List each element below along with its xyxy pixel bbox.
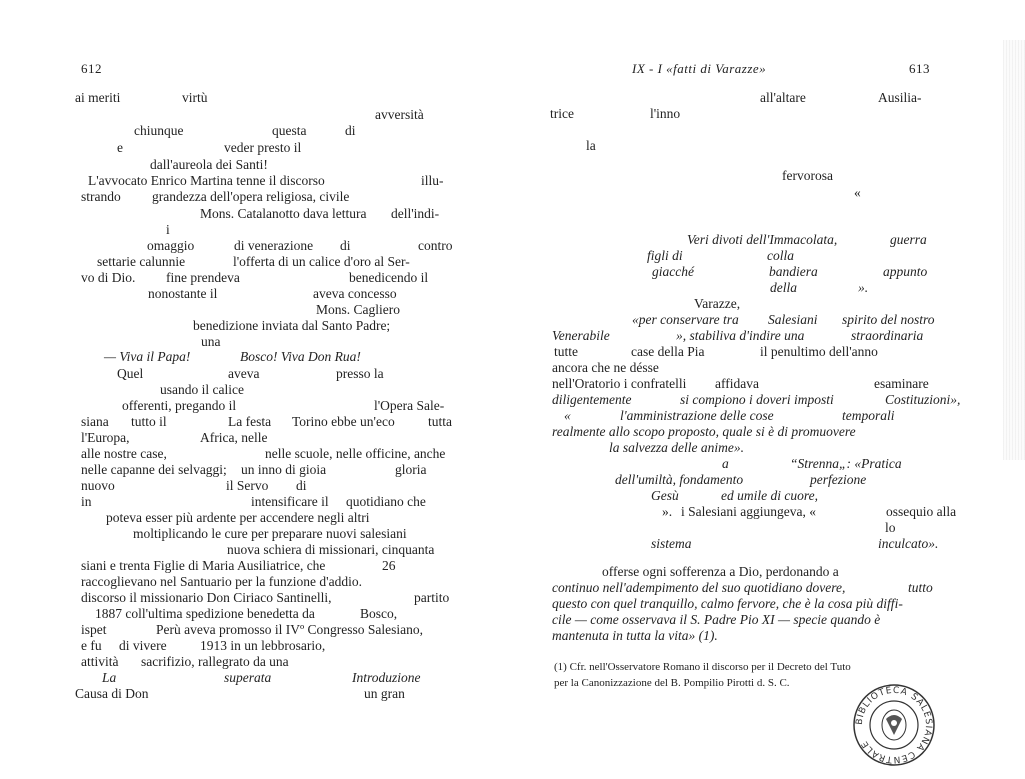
library-stamp [846, 683, 942, 767]
right-text-fragment: continuo nell'adempimento del suo quotidiano dovere, [552, 580, 846, 595]
left-text-fragment: 1887 coll'ultima spedizione benedetta da [95, 606, 315, 621]
right-text-fragment: sistema [651, 536, 692, 551]
left-text-fragment: nuova schiera di missionari, cinquanta [227, 542, 435, 557]
right-text-fragment: realmente allo scopo proposto, quale si è di promuovere [552, 424, 856, 439]
left-text-fragment: Quel [117, 366, 144, 381]
right-text-fragment: nell'Oratorio i confratelli [552, 376, 687, 391]
page-edge-shadow [1003, 40, 1025, 460]
left-text-fragment: di venerazione [234, 238, 314, 253]
left-text-fragment: siani e trenta Figlie di Maria Ausiliatrice, che [81, 558, 326, 573]
left-text-fragment: nuovo [81, 478, 115, 493]
left-text-fragment: e [117, 140, 123, 155]
right-text-fragment: mantenuta in tutta la vita» (1). [552, 628, 718, 643]
left-text-fragment: Africa, nelle [200, 430, 268, 445]
right-text-fragment: affidava [715, 376, 759, 391]
right-text-fragment: Venerabile [552, 328, 610, 343]
left-text-fragment: un gran [364, 686, 405, 701]
right-page [512, 0, 1025, 779]
left-text-fragment: alle nostre case, [81, 446, 167, 461]
left-text-fragment: virtù [182, 90, 208, 105]
left-text-fragment: benedizione inviata dal Santo Padre; [193, 318, 391, 333]
right-text-fragment: giacché [652, 264, 694, 279]
right-text-fragment: della [770, 280, 797, 295]
right-text-fragment: ». [662, 504, 673, 519]
left-text-fragment: Mons. Cagliero [316, 302, 400, 317]
right-text-fragment: Varazze, [694, 296, 741, 311]
left-text-fragment: nelle scuole, nelle officine, anche [265, 446, 446, 461]
right-page-number: 613 [909, 61, 930, 76]
left-text-fragment: Torino ebbe un'eco [292, 414, 395, 429]
left-text-fragment: discorso il missionario Don Ciriaco Santinelli, [81, 590, 332, 605]
left-text-fragment: di [340, 238, 351, 253]
right-text-fragment: lo [885, 520, 896, 535]
left-text-fragment: intensificare il [251, 494, 329, 509]
left-text-fragment: poteva esser più ardente per accendere negli altri [106, 510, 370, 525]
footnote-line-1: (1) Cfr. nell'Osservatore Romano il discorso per il Decreto del Tuto [554, 661, 851, 673]
right-text-fragment: ossequio alla [886, 504, 957, 519]
left-text-fragment: in [81, 494, 92, 509]
left-text-fragment: partito [414, 590, 450, 605]
right-text-fragment: il penultimo dell'anno [760, 344, 878, 359]
left-text-fragment: L'avvocato Enrico Martina tenne il discorso [88, 173, 325, 188]
right-text-fragment: l'inno [650, 106, 681, 121]
right-text-fragment: l'amministrazione delle cose [620, 408, 774, 423]
left-text-fragment: benedicendo il [349, 270, 429, 285]
running-header: IX - I «fatti di Varazze» [632, 61, 767, 76]
right-text-fragment: inculcato». [878, 536, 939, 551]
left-text-fragment: fine prendeva [166, 270, 240, 285]
stamp-text: BIBLIOTECA SALESIANA CENTRALE [854, 685, 934, 765]
left-text-fragment: questa [272, 123, 307, 138]
left-page [0, 0, 500, 779]
left-text-fragment: 1913 in un lebbrosario, [200, 638, 326, 653]
left-text-fragment: attività [81, 654, 119, 669]
left-text-fragment: Causa di Don [75, 686, 149, 701]
right-text-fragment: straordinaria [851, 328, 924, 343]
left-text-fragment: tutto il [131, 414, 167, 429]
left-text-fragment: Mons. Catalanotto dava lettura [200, 206, 367, 221]
left-text-fragment: illu- [421, 173, 444, 188]
left-text-fragment: strando [81, 189, 121, 204]
left-text-fragment: offerenti, pregando il [122, 398, 237, 413]
left-text-fragment: il Servo [226, 478, 269, 493]
left-text-fragment: ai meriti [75, 90, 121, 105]
right-text-fragment: tutte [554, 344, 578, 359]
left-text-fragment: l'Opera Sale- [374, 398, 445, 413]
right-text-fragment: », stabiliva d'indire una [676, 328, 805, 343]
right-text-fragment: tutto [908, 580, 933, 595]
left-text-fragment: presso la [336, 366, 384, 381]
right-text-fragment: colla [767, 248, 794, 263]
right-text-fragment: Gesù [651, 488, 679, 503]
right-text-fragment: ancora che ne désse [552, 360, 659, 375]
right-text-fragment: dell'umiltà, fondamento [615, 472, 744, 487]
right-text-fragment: Ausilia- [878, 90, 922, 105]
left-text-fragment: sacrifizio, rallegrato da una [141, 654, 289, 669]
left-page-number: 612 [81, 61, 102, 76]
right-text-fragment: spirito del nostro [842, 312, 935, 327]
left-text-fragment: tutta [428, 414, 452, 429]
right-text-fragment: Salesiani [768, 312, 818, 327]
right-text-fragment: offerse ogni sofferenza a Dio, perdonando a [602, 564, 839, 579]
left-text-fragment: Introduzione [352, 670, 421, 685]
left-text-fragment: aveva [228, 366, 260, 381]
right-text-fragment: Costituzioni», [885, 392, 961, 407]
left-text-fragment: l'offerta di un calice d'oro al Ser- [233, 254, 410, 269]
right-text-fragment: all'altare [760, 90, 806, 105]
right-text-fragment: diligentemente [552, 392, 632, 407]
right-text-fragment: perfezione [810, 472, 867, 487]
left-text-fragment: e fu [81, 638, 102, 653]
right-text-fragment: «per conservare tra [632, 312, 739, 327]
right-text-fragment: si compiono i doveri imposti [680, 392, 834, 407]
left-text-fragment: ispet [81, 622, 107, 637]
right-text-fragment: figli di [647, 248, 683, 263]
right-text-fragment: guerra [890, 232, 927, 247]
left-text-fragment: vo di Dio. [81, 270, 136, 285]
left-text-fragment: veder presto il [224, 140, 302, 155]
right-text-fragment: trice [550, 106, 574, 121]
left-text-fragment: Bosco, [360, 606, 398, 621]
left-text-fragment: l'Europa, [81, 430, 130, 445]
left-text-fragment: Bosco! Viva Don Rua! [240, 349, 361, 364]
right-text-fragment: cile — come osservava il S. Padre Pio XI — specie quando è [552, 612, 881, 627]
left-text-fragment: di [296, 478, 307, 493]
left-text-fragment: gloria [395, 462, 427, 477]
right-text-fragment: temporali [842, 408, 895, 423]
left-text-fragment: una [201, 334, 221, 349]
left-text-fragment: quotidiano che [346, 494, 426, 509]
right-text-fragment: fervorosa [782, 168, 833, 183]
left-text-fragment: chiunque [134, 123, 184, 138]
right-text-fragment: la [586, 138, 596, 153]
left-text-fragment: siana [81, 414, 109, 429]
right-text-fragment: « [854, 185, 861, 200]
right-text-fragment: i Salesiani aggiungeva, « [681, 504, 816, 519]
left-text-fragment: contro [418, 238, 453, 253]
right-text-fragment: a [722, 456, 729, 471]
left-text-fragment: grandezza dell'opera religiosa, civile [152, 189, 350, 204]
left-text-fragment: usando il calice [160, 382, 244, 397]
left-text-fragment: moltiplicando le cure per preparare nuovi salesiani [133, 526, 407, 541]
left-text-fragment: Perù aveva promosso il IVº Congresso Salesiano, [156, 622, 424, 637]
left-text-fragment: i [166, 222, 170, 237]
left-text-fragment: — Viva il Papa! [104, 349, 191, 364]
left-text-fragment: La festa [228, 414, 272, 429]
footnote-line-2: per la Canonizzazione del B. Pompilio Pirotti d. S. C. [554, 677, 790, 689]
right-text-fragment: questo con quel tranquillo, calmo fervore, che è la cosa più diffi- [552, 596, 903, 611]
left-text-fragment: superata [224, 670, 272, 685]
right-text-fragment: case della Pia [631, 344, 705, 359]
left-text-fragment: dall'aureola dei Santi! [150, 157, 268, 172]
right-text-fragment: ed umile di cuore, [721, 488, 818, 503]
right-text-fragment: « [564, 408, 571, 423]
left-text-fragment: raccoglievano nel Santuario per la funzione d'addio. [81, 574, 362, 589]
right-text-fragment: esaminare [874, 376, 929, 391]
right-text-fragment: bandiera [769, 264, 818, 279]
left-text-fragment: nelle capanne dei selvaggi; [81, 462, 227, 477]
left-text-fragment: omaggio [147, 238, 195, 253]
right-text-fragment: Veri divoti dell'Immacolata, [687, 232, 838, 247]
left-text-fragment: nonostante il [148, 286, 218, 301]
right-text-fragment: “Strenna„: «Pratica [790, 456, 902, 471]
right-text-fragment: la salvezza delle anime». [609, 440, 744, 455]
right-text-fragment: appunto [883, 264, 928, 279]
left-text-fragment: 26 [382, 558, 396, 573]
left-text-fragment: di [345, 123, 356, 138]
right-text-fragment: ». [858, 280, 869, 295]
left-text-fragment: aveva concesso [313, 286, 397, 301]
left-text-fragment: avversità [375, 107, 424, 122]
left-text-fragment: un inno di gioia [241, 462, 327, 477]
stamp-emblem-icon [882, 710, 906, 740]
left-text-fragment: settarie calunnie [97, 254, 186, 269]
left-text-fragment: di vivere [119, 638, 167, 653]
left-text-fragment: La [102, 670, 117, 685]
left-text-fragment: dell'indi- [391, 206, 440, 221]
